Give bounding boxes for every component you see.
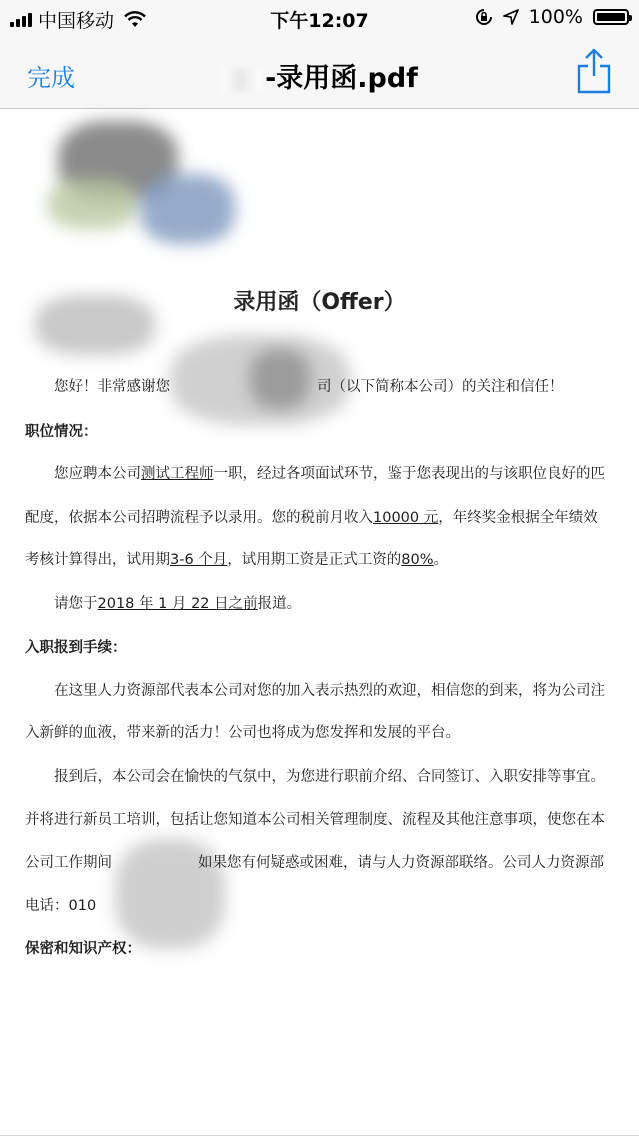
wifi-icon [124,11,146,28]
job-title: 测试工程师 [141,466,214,482]
trial-period: 3-6 个月 [170,552,228,568]
battery-percent: 100% [528,6,583,28]
text-run: 报道。 [257,596,302,612]
status-right [475,6,629,28]
text-run: 您应聘本公司 [54,466,141,482]
redacted-logo-green [48,179,138,229]
navigation-bar [0,36,639,109]
file-name: -录用函.pdf [265,63,418,94]
redacted-filename [221,69,261,91]
paragraph-line [25,506,615,527]
paragraph-line: 报到后，本公司会在愉快的气氛中，为您进行职前介绍、合同签订、入职安排等事宜。 [54,769,605,785]
status-bar [0,0,639,36]
paragraph-line [54,592,614,613]
status-left [10,6,146,33]
offer-title: 录用函（Offer） [233,290,406,315]
section-confidentiality: 保密和知识产权： [25,941,141,957]
text-run: 配度，依据本公司招聘流程予以录用。您的税前月收入 [25,510,373,526]
phone-line: 电话：010 [25,898,97,914]
paragraph-line: 入新鲜的血液，带来新的活力！公司也将成为您发挥和发展的平台。 [25,725,460,741]
section-position: 职位情况： [25,424,98,440]
status-time: 下午12:07 [270,10,369,32]
carrier-name: 中国移动 [38,10,115,32]
battery-icon [593,9,629,25]
document-title-bar [0,56,639,95]
paragraph-line: 并将进行新员工培训，包括让您知道本公司相关管理制度、流程及其他注意事项，使您在本 [25,812,605,828]
paragraph-line [25,548,615,569]
trial-salary-percent: 80% [401,552,434,568]
text-run: 公司工作期间 [25,855,112,871]
share-icon[interactable] [577,48,611,94]
text-run: 考核计算得出，试用期 [25,552,170,568]
text-run: ，年终奖金根据全年绩效 [438,510,598,526]
greeting-line [54,375,614,396]
salary: 10000 元 [373,510,439,526]
done-button[interactable]: 完成 [27,64,75,92]
pdf-page[interactable] [0,109,639,1136]
report-date: 2018 年 1 月 22 日之前 [97,596,258,612]
location-arrow-icon [503,9,519,25]
text-run: 如果您有何疑惑或困难，请与人力资源部联络。公司人力资源部 [198,855,604,871]
rotation-lock-icon [475,8,493,26]
paragraph-line [54,462,614,483]
text-run: 。 [433,552,449,568]
text-run: 一职，经过各项面试环节，鉴于您表现出的与该职位良好的匹 [213,466,605,482]
greeting-end: 司（以下简称本公司）的关注和信任！ [317,379,564,395]
greeting-start: 您好！非常感谢您 [54,379,170,395]
text-run: 请您于 [54,596,98,612]
cellular-signal-icon [10,13,32,27]
section-onboarding: 入职报到手续： [25,640,127,656]
redacted-logo-blue [140,174,235,244]
text-run: ，试用期工资是正式工资的 [227,552,402,568]
paragraph-line [25,851,615,872]
paragraph-line: 在这里人力资源部代表本公司对您的加入表示热烈的欢迎，相信您的到来，将为公司注 [54,683,605,699]
